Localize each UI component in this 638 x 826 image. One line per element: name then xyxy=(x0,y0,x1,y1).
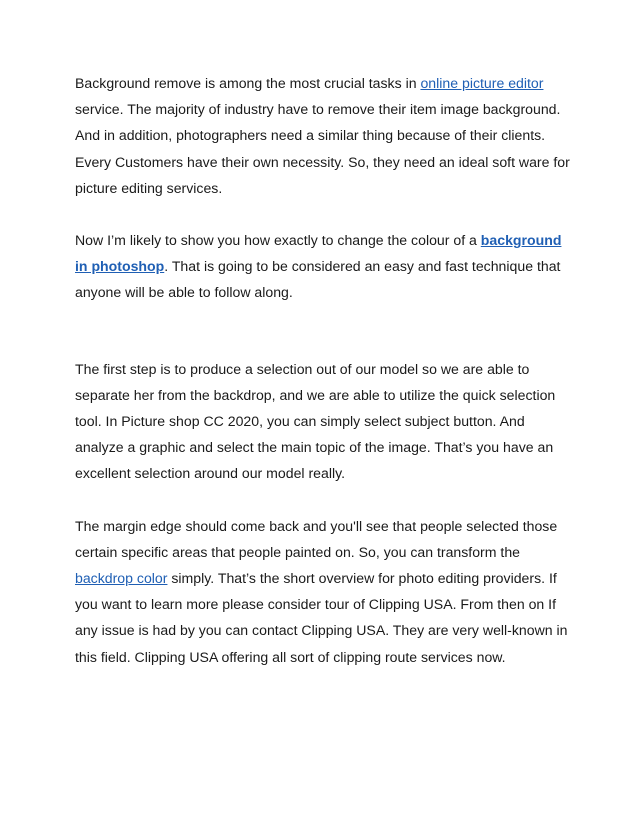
paragraph-intro xyxy=(75,70,570,201)
paragraph-intro-text-after: service. The majority of industry have to remove their item image background. And in addition, photographers need a similar thing because of their clients. Every Customers have their own necessity. So, they need an ideal soft ware for picture editing services. xyxy=(75,101,570,196)
paragraph-margin-edge-text-before: The margin edge should come back and you'll see that people selected those certain specific areas that people painted on. So, you can transform the xyxy=(75,517,558,560)
paragraph-first-step: The first step is to produce a selection out of our model so we are able to separate her from the backdrop, and we are able to utilize the quick selection tool. In Picture shop CC 2020, you can simply select subject button. And analyze a graphic and select the main topic of the image. That’s you have an excellent selection around our model really. xyxy=(75,360,556,482)
paragraph-spacer xyxy=(75,306,570,356)
paragraph-intro-text-before: Background remove is among the most crucial tasks in xyxy=(75,75,421,91)
paragraph-howto-text-after: . That is going to be considered an easy and fast technique that anyone will be able to follow along. xyxy=(75,258,561,301)
document-body xyxy=(75,70,570,670)
paragraph-spacer xyxy=(75,487,570,513)
paragraph-margin-edge-text-after: simply. That’s the short overview for photo editing providers. If you want to learn more please consider tour of Clipping USA. From then on If any issue is had by you can contact Clipping USA. They are very well-known in this field. Clipping USA offering all sort of clipping route services now. xyxy=(75,570,568,665)
online-picture-editor-link[interactable]: online picture editor xyxy=(420,75,544,91)
paragraph-howto xyxy=(75,227,570,306)
backdrop-color-link[interactable]: backdrop color xyxy=(75,570,168,587)
paragraph-margin-edge xyxy=(75,513,570,670)
paragraph-howto-text-before: Now I’m likely to show you how exactly to change the colour of a xyxy=(75,232,481,249)
paragraph-spacer xyxy=(75,201,570,227)
background-in-photoshop-link[interactable]: background in photoshop xyxy=(75,232,562,275)
